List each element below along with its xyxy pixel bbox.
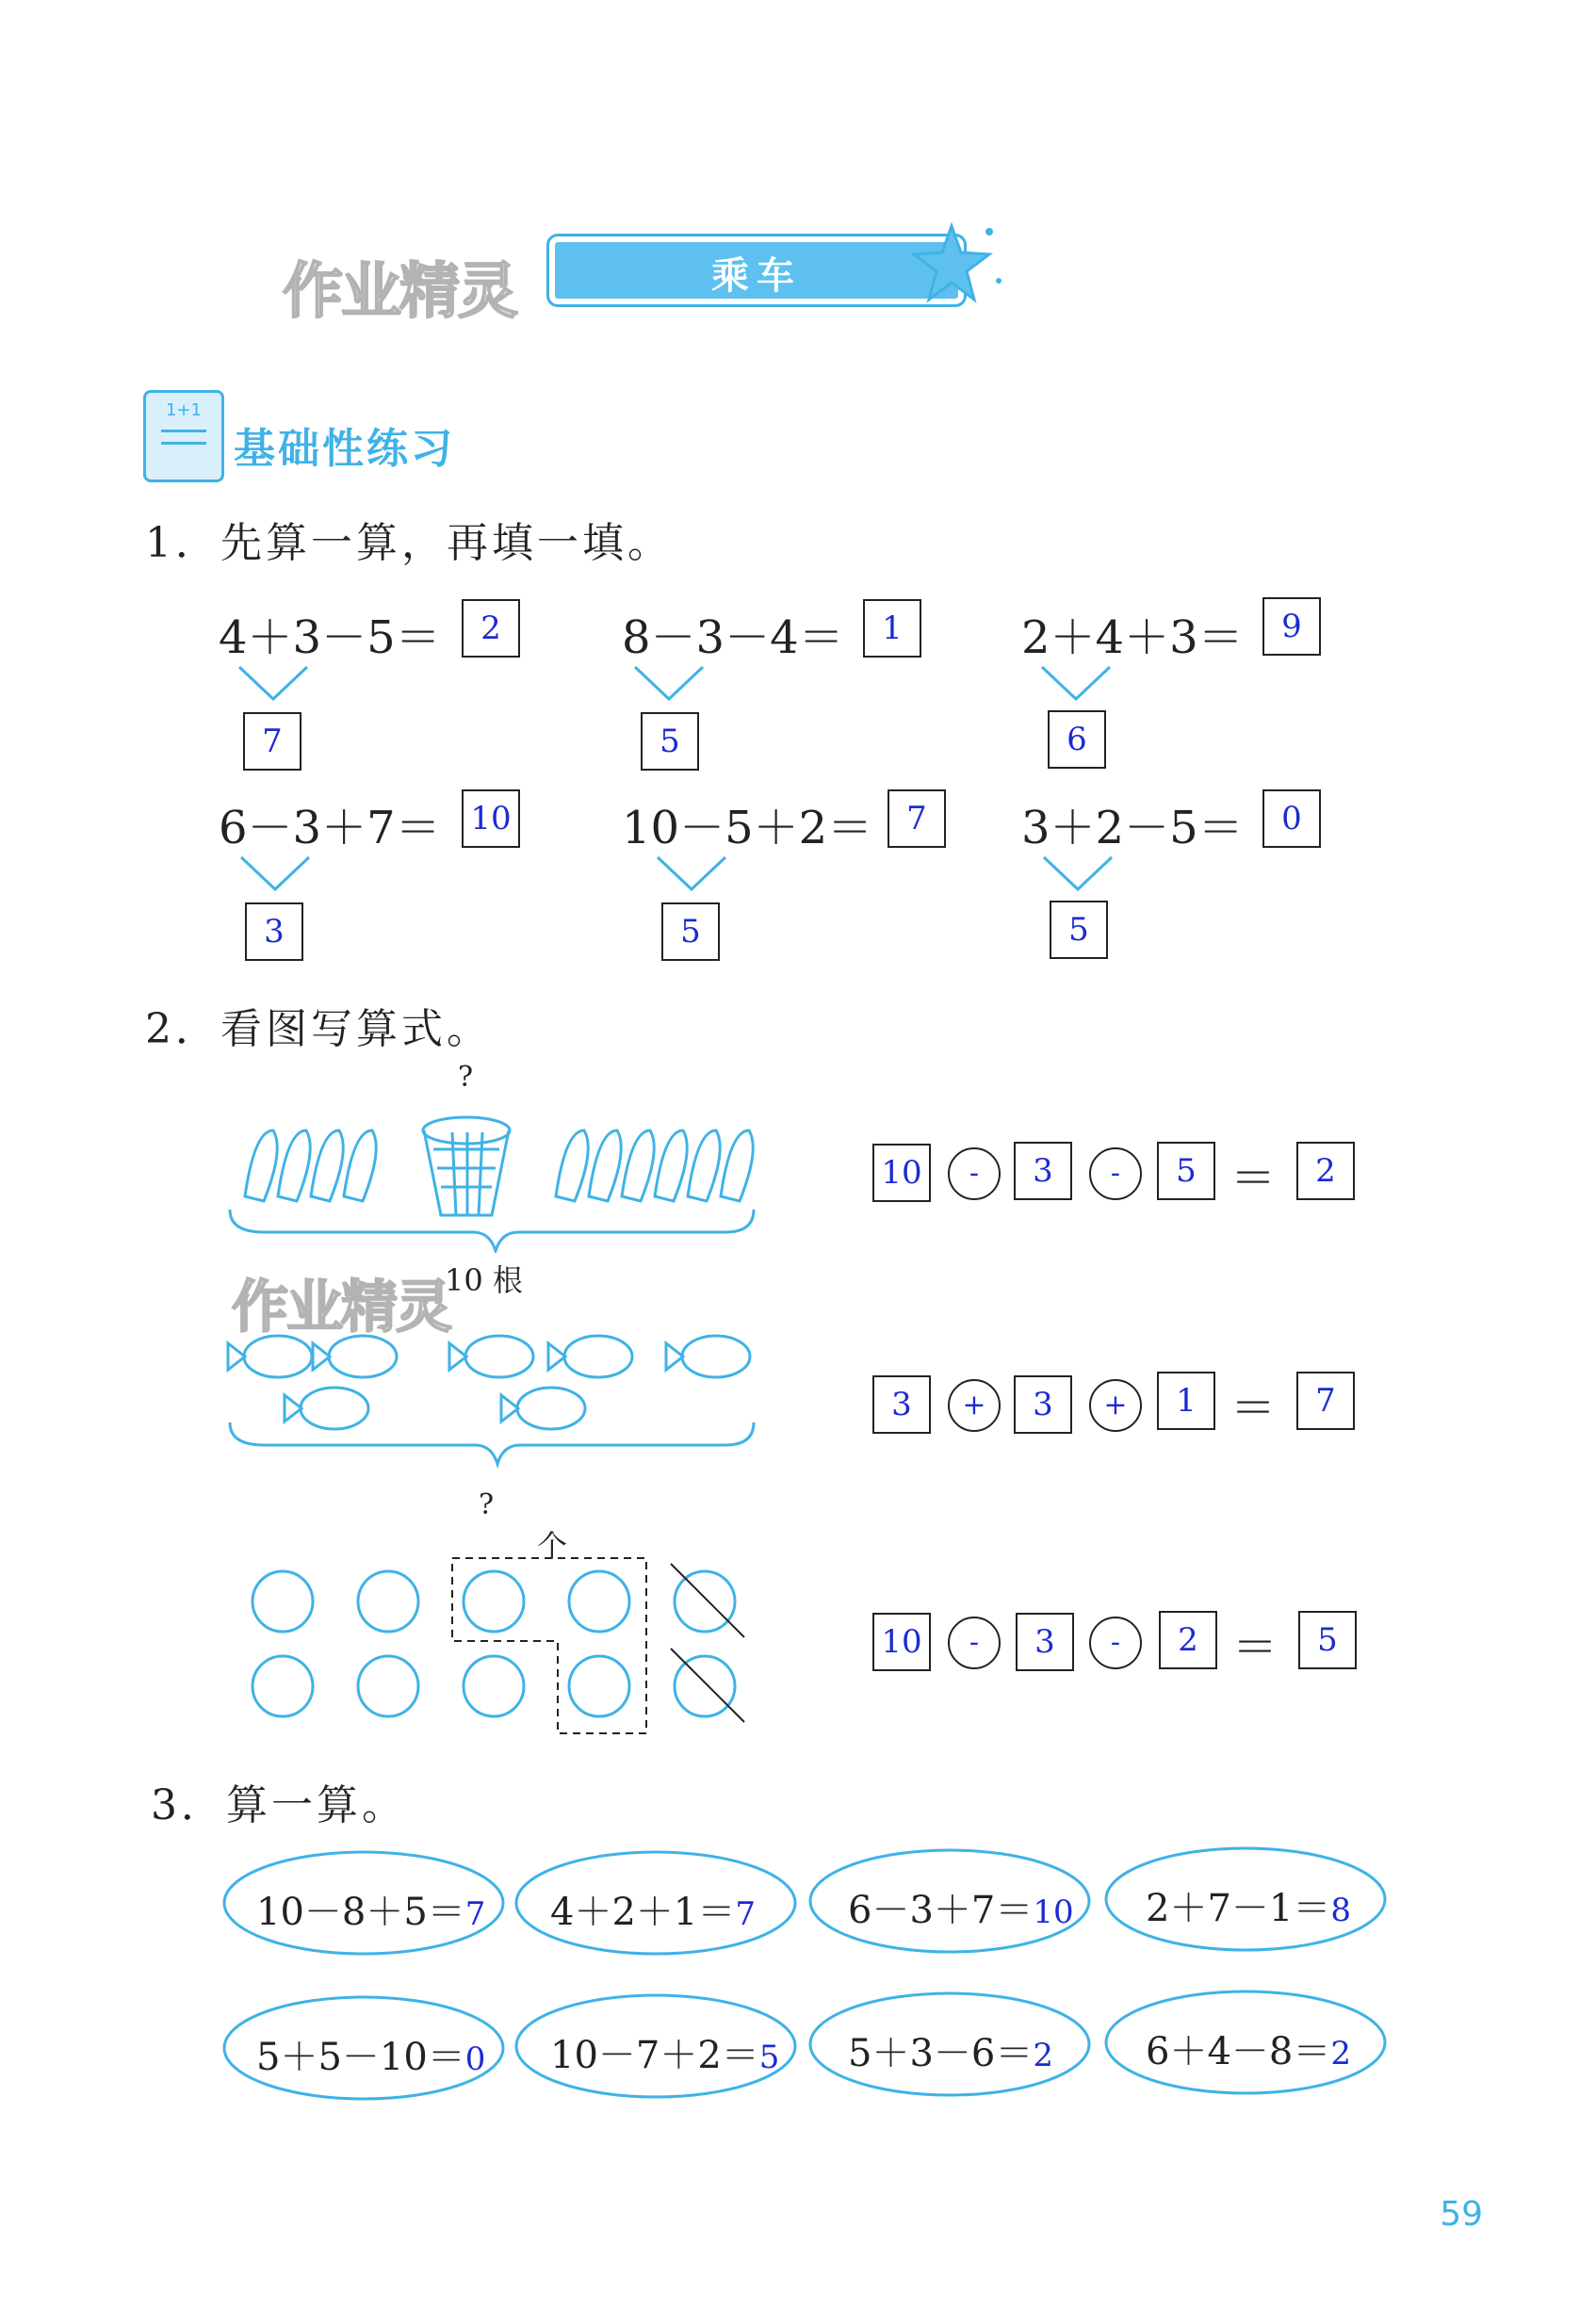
q2-eq2-op1: + <box>948 1379 1001 1432</box>
q2-eq3-b: 3 <box>1016 1613 1074 1671</box>
carrots-basket-picture <box>226 1093 773 1253</box>
watermark-middle: 作业精灵 <box>232 1275 450 1341</box>
orange-icon <box>252 1571 735 1716</box>
q1-arrow-3 <box>1038 663 1114 705</box>
oranges-picture <box>236 1554 763 1743</box>
q3-item-5 <box>256 2027 485 2081</box>
q2-eq3-result: 5 <box>1298 1611 1357 1669</box>
q3-answer: 10 <box>1033 1893 1074 1931</box>
q1-answer-2: 1 <box>863 599 921 658</box>
q1-answer-5: 7 <box>888 789 946 848</box>
lesson-title: 乘车 <box>711 254 802 298</box>
q3-answer: 2 <box>1033 2037 1053 2074</box>
q3-expr: 6－3＋7＝ <box>848 1889 1034 1932</box>
q3-expr: 10－7＋2＝ <box>550 2034 759 2077</box>
q3-expr: 4＋2＋1＝ <box>550 1891 736 1934</box>
q1-arrow-2 <box>631 663 707 705</box>
q1-arrow-6 <box>1040 853 1116 895</box>
q2-unit-label: 个 <box>537 1528 568 1564</box>
q2-eq1-op2: - <box>1089 1147 1142 1200</box>
q3-answer: 2 <box>1330 2035 1351 2072</box>
basket-icon <box>423 1117 510 1215</box>
q2-eq1-b: 3 <box>1014 1142 1072 1200</box>
q2-eq3-op2: - <box>1089 1617 1142 1669</box>
q1-expr-1: 4＋3－5＝ <box>219 611 441 664</box>
q3-answer: 7 <box>464 1895 486 1933</box>
q3-answer: 5 <box>758 2039 780 2076</box>
fish-picture <box>226 1319 773 1479</box>
q1-answer-1: 2 <box>462 599 520 658</box>
q2-eq2-equals: ＝ <box>1230 1382 1277 1435</box>
star-icon <box>895 215 1008 318</box>
q2-eq3-equals: ＝ <box>1232 1621 1278 1674</box>
q3-item-2 <box>550 1882 756 1936</box>
q3-answer: 8 <box>1330 1892 1351 1929</box>
q2-eq2-result: 7 <box>1296 1372 1355 1430</box>
carrot-icon <box>245 1130 376 1201</box>
q3-answer: 7 <box>735 1895 756 1933</box>
q1-answer-3: 9 <box>1262 597 1321 656</box>
q2-eq2-c: 1 <box>1157 1372 1215 1430</box>
q3-answer: 0 <box>464 2040 486 2078</box>
carrot-icon <box>556 1130 753 1201</box>
page-number: 59 <box>1440 2195 1483 2234</box>
q1-expr-3: 2＋4＋3＝ <box>1021 611 1244 664</box>
q2-question-mark-2: ? <box>479 1488 495 1521</box>
q3-expr: 10－8＋5＝ <box>256 1891 465 1934</box>
watermark-top: 作业精灵 <box>283 257 516 327</box>
q3-expr: 5＋3－6＝ <box>848 2032 1034 2075</box>
q3-item-6 <box>550 2025 779 2079</box>
q1-title: 1．先算一算，再填一填。 <box>145 519 673 567</box>
q1-step-2: 5 <box>641 712 699 771</box>
q1-expr-4: 6－3＋7＝ <box>219 802 441 854</box>
q3-item-3 <box>848 1880 1074 1934</box>
q2-question-mark-1: ? <box>458 1061 474 1094</box>
q2-eq1-equals: ＝ <box>1230 1152 1277 1205</box>
q3-title: 3．算一算。 <box>151 1781 407 1829</box>
q2-title: 2．看图写算式。 <box>145 1005 492 1053</box>
fish-icon <box>228 1336 750 1429</box>
q2-eq3-op1: - <box>948 1617 1001 1669</box>
q2-eq2-op2: + <box>1089 1379 1142 1432</box>
notebook-icon-label: 1+1 <box>166 400 202 420</box>
q1-arrow-5 <box>654 853 729 895</box>
q1-expr-6: 3＋2－5＝ <box>1021 802 1244 854</box>
q1-step-1: 7 <box>243 712 301 771</box>
q3-item-4 <box>1146 1878 1351 1932</box>
q3-expr: 5＋5－10＝ <box>256 2036 465 2079</box>
q1-step-3: 6 <box>1048 710 1106 769</box>
q2-eq3-a: 10 <box>872 1613 931 1671</box>
q2-eq1-result: 2 <box>1296 1142 1355 1200</box>
q3-item-8 <box>1146 2022 1351 2075</box>
q1-arrow-4 <box>237 853 313 895</box>
section-title: 基础性练习 <box>234 425 455 473</box>
q1-expr-2: 8－3－4＝ <box>622 611 844 664</box>
q2-total-label: 10 根 <box>445 1262 523 1298</box>
q1-expr-5: 10－5＋2＝ <box>622 802 873 854</box>
q2-eq2-b: 3 <box>1014 1375 1072 1434</box>
q1-answer-6: 0 <box>1262 789 1321 848</box>
q3-expr: 6＋4－8＝ <box>1146 2030 1331 2073</box>
q1-step-5: 5 <box>661 902 720 961</box>
q2-eq2-a: 3 <box>872 1375 931 1434</box>
q1-step-6: 5 <box>1050 901 1108 959</box>
q3-item-7 <box>848 2023 1053 2077</box>
q2-eq3-c: 2 <box>1159 1611 1217 1669</box>
q2-eq1-c: 5 <box>1157 1142 1215 1200</box>
q3-item-1 <box>256 1882 485 1936</box>
notebook-icon <box>143 390 224 482</box>
q2-eq1-op1: - <box>948 1147 1001 1200</box>
q1-answer-4: 10 <box>462 789 520 848</box>
q2-eq1-a: 10 <box>872 1144 931 1202</box>
q1-step-4: 3 <box>245 902 303 961</box>
q1-arrow-1 <box>236 663 311 705</box>
q3-expr: 2＋7－1＝ <box>1146 1887 1331 1930</box>
